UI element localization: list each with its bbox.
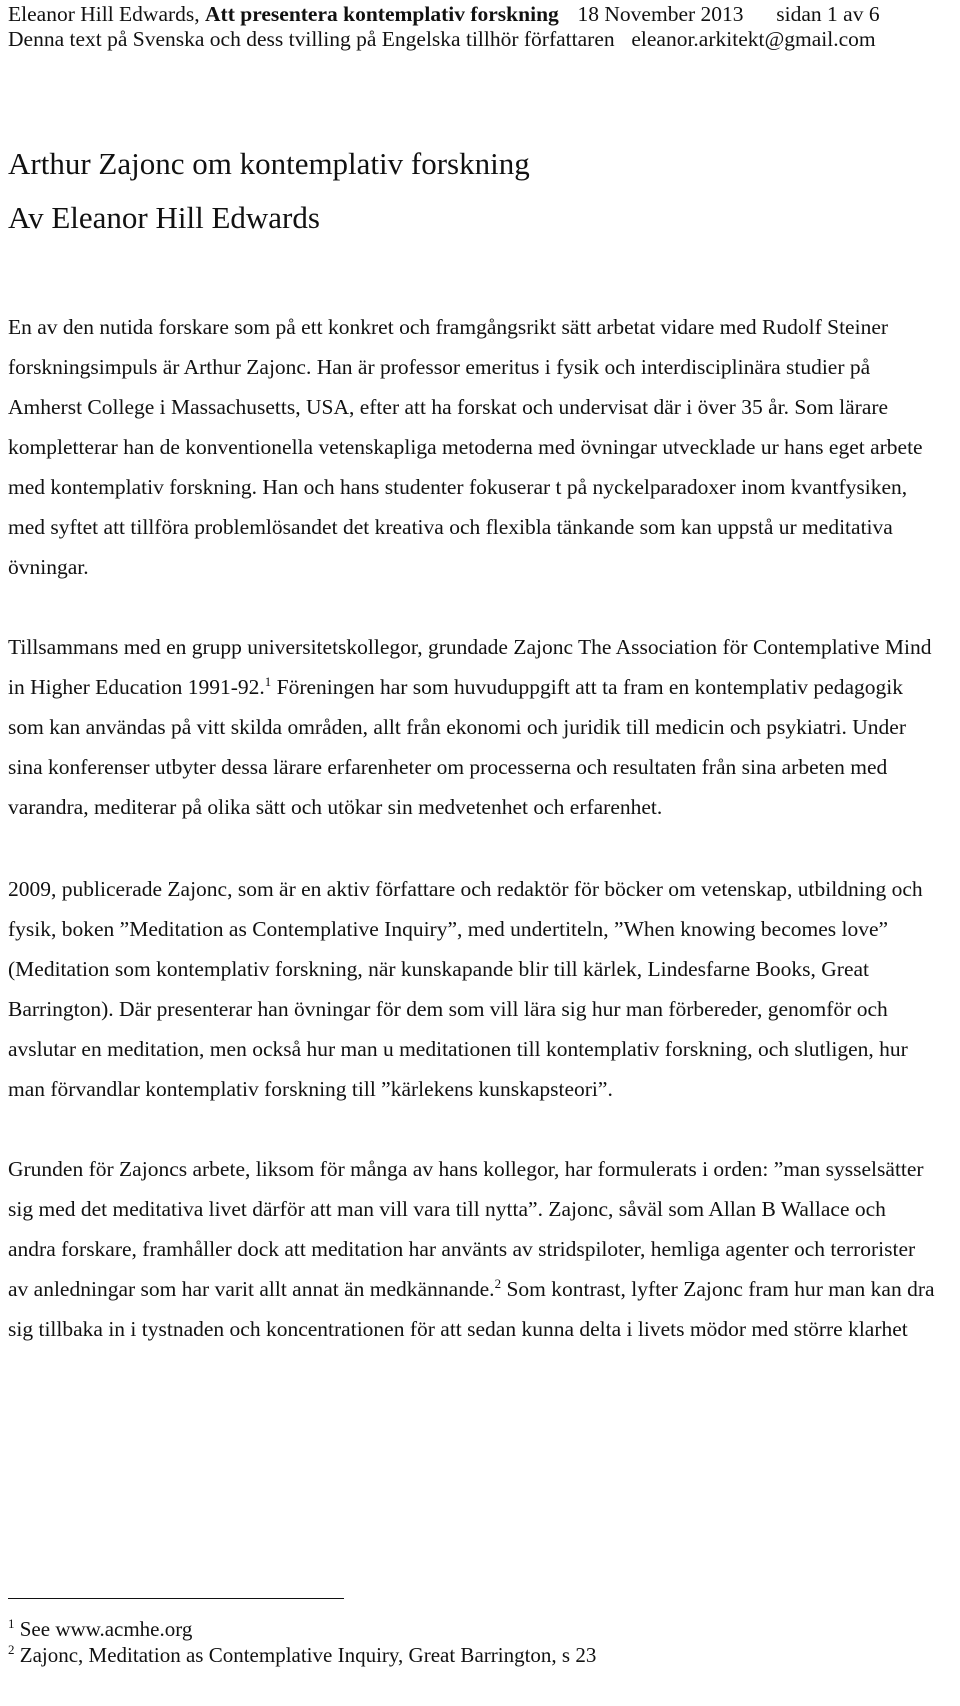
document-byline: Av Eleanor Hill Edwards [8, 200, 320, 235]
header-date: 18 November 2013 [577, 2, 744, 26]
footnote-ref-1: 1 [264, 673, 272, 689]
paragraph-association-part1: Tillsammans med en grupp universitetskollegor, grundade Zajonc The Association för Contemplative Mind in Higher Education 1991-92. [8, 635, 932, 699]
footnote-ref-2: 2 [494, 1275, 502, 1291]
header-title: Att presentera kontemplativ forskning [205, 2, 559, 26]
header-page-number: sidan 1 av 6 [776, 2, 880, 26]
paragraph-intro: En av den nutida forskare som på ett konkret och framgångsrikt sätt arbetat vidare med Rudolf Steiner forskningsimpuls är Arthur Zajonc. Han är professor emeritus i fysik och interdisciplinära studier på Amherst College i Massachusetts, USA, efter att ha forskat och undervisat där i över 35 år. Som lärare kompletterar han de konventionella vetenskapliga metoderna med övningar utvecklade ur hans eget arbete med kontemplativ forskning. Han och hans studenter fokuserar t på nyckelparadoxer inom kvantfysiken, med syftet att tillföra problemlösandet det kreativa och flexibla tänkande som kan uppstå ur meditativa övningar. [8, 315, 923, 579]
paragraph-foundation [8, 1149, 938, 1349]
footnote-1 [8, 1616, 192, 1642]
footnote-2-text: Zajonc, Meditation as Contemplative Inquiry, Great Barrington, s 23 [14, 1643, 597, 1667]
footnote-2-number: 2 [8, 1642, 15, 1657]
header-email: eleanor.arkitekt@gmail.com [631, 27, 876, 51]
footnote-1-number: 1 [8, 1616, 15, 1631]
running-header-line-1 [8, 2, 938, 27]
document-page [0, 2, 960, 1706]
running-header-line-2 [8, 27, 938, 52]
paragraph-foundation-part2: Som kontrast, lyfter Zajonc fram hur man kan dra sig tillbaka in i tystnaden och koncentrationen för att sedan kunna delta i livets mödor med större klarhet [8, 1277, 935, 1341]
paragraph-book: 2009, publicerade Zajonc, som är en aktiv författare och redaktör för böcker om vetenskap, utbildning och fysik, boken ”Meditation as Contemplative Inquiry”, med undertiteln, ”When knowing becomes love” (Meditation som kontemplativ forskning, när kunskapande blir till kärlek, Lindesfarne Books, Great Barrington). Där presenterar han övningar för dem som vill lära sig hur man förbereder, genomför och avslutar en meditation, men också hur man u meditationen till kontemplativ forskning, och slutligen, hur man förvandlar kontemplativ forskning till ”kärlekens kunskapsteori”. [8, 877, 923, 1101]
document-title: Arthur Zajonc om kontemplativ forskning [8, 146, 530, 181]
footnote-2 [8, 1642, 596, 1668]
footnote-1-text: See www.acmhe.org [14, 1617, 193, 1641]
paragraph-association-part2: Föreningen har som huvuduppgift att ta fram en kontemplativ pedagogik som kan användas på vitt skilda områden, allt från ekonomi och juridik till medicin och psykiatri. Under sina konferenser utbyter dessa lärare erfarenheter om processerna och resultaten från sina arbeten med varandra, mediterar på olika sätt och utökar sin medvetenhet och erfarenhet. [8, 675, 907, 819]
paragraph-foundation-part1: Grunden för Zajoncs arbete, liksom för många av hans kollegor, har formulerats i orden: ”man sysselsätter sig med det meditativa livet därför att man vill vara till nytta”. Zajonc, såväl som Allan B Wallace och andra forskare, framhåller dock att meditation har använts av stridspiloter, hemliga agenter och terrorister av anledningar som har varit allt annat än medkännande. [8, 1157, 924, 1301]
paragraph-association [8, 627, 938, 827]
footnote-separator [8, 1598, 344, 1599]
header-note: Denna text på Svenska och dess tvilling på Engelska tillhör författaren [8, 27, 615, 51]
header-author: Eleanor Hill Edwards, [8, 2, 200, 26]
